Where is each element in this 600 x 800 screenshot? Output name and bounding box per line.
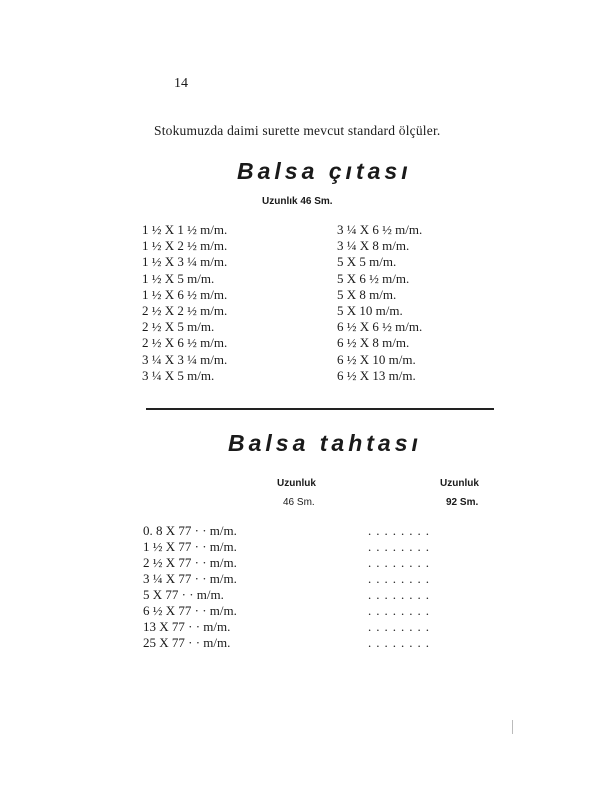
cita-size-row: 1 ½ X 5 m/m. [142,270,215,286]
dot-leaders-92 [368,523,434,651]
cita-size-row: 1 ½ X 3 ¼ m/m. [142,254,228,270]
cita-size-row: 2 ½ X 6 ½ m/m. [142,335,228,351]
dot-leader: ........ [368,619,434,634]
cita-size-row: 6 ½ X 13 m/m. [337,367,416,383]
col1-header: Uzunluk [277,478,316,489]
tahta-rows [143,523,237,651]
tahta-size-row: 25 X 77 · · m/m. [143,635,231,650]
cita-size-row: 1 ½ X 2 ½ m/m. [142,238,228,254]
cita-size-row: 6 ½ X 6 ½ m/m. [337,319,423,335]
dot-leader: ........ [368,523,434,538]
dot-leader: ........ [368,571,434,586]
scan-mark [512,720,513,734]
cita-size-row: 5 X 10 m/m. [337,302,403,318]
tahta-size-row: 3 ¼ X 77 · · m/m. [143,571,237,586]
dot-leader: ........ [368,539,434,554]
page-number: 14 [174,76,188,91]
cita-length-note: Uzunlık 46 Sm. [262,196,333,207]
tahta-size-row: 6 ½ X 77 · · m/m. [143,603,237,618]
cita-size-row: 3 ¼ X 3 ¼ m/m. [142,351,228,367]
tahta-size-row: 0. 8 X 77 · · m/m. [143,523,237,538]
tahta-size-row: 13 X 77 · · m/m. [143,619,231,634]
cita-right-column [337,222,422,384]
dot-leader: ........ [368,603,434,618]
cita-size-row: 3 ¼ X 6 ½ m/m. [337,222,423,237]
tahta-size-row: 2 ½ X 77 · · m/m. [143,555,237,570]
dot-leader: ........ [368,635,434,650]
cita-size-row: 6 ½ X 8 m/m. [337,335,410,351]
cita-size-row: 6 ½ X 10 m/m. [337,351,416,367]
col2-length: 92 Sm. [446,497,479,508]
cita-size-row: 3 ¼ X 8 m/m. [337,238,410,254]
cita-size-row: 2 ½ X 2 ½ m/m. [142,302,228,318]
tahta-size-row: 5 X 77 · · m/m. [143,587,224,602]
cita-size-row: 3 ¼ X 5 m/m. [142,367,215,383]
cita-size-row: 1 ½ X 1 ½ m/m. [142,222,228,237]
cita-size-row: 5 X 8 m/m. [337,286,397,302]
dot-leader: ........ [368,587,434,602]
cita-left-column [142,222,227,384]
balsa-cita-title: Balsa çıtası [237,158,412,184]
col1-length: 46 Sm. [283,497,315,508]
dot-leader: ........ [368,555,434,570]
col2-header: Uzunluk [440,478,479,489]
intro-line: Stokumuzda daimi surette mevcut standard ölçüler. [154,123,441,138]
cita-size-row: 5 X 6 ½ m/m. [337,270,410,286]
balsa-tahta-title: Balsa tahtası [228,430,422,456]
cita-size-row: 1 ½ X 6 ½ m/m. [142,286,228,302]
section-divider [146,408,494,410]
cita-size-row: 2 ½ X 5 m/m. [142,319,215,335]
cita-size-row: 5 X 5 m/m. [337,254,397,270]
tahta-size-row: 1 ½ X 77 · · m/m. [143,539,237,554]
